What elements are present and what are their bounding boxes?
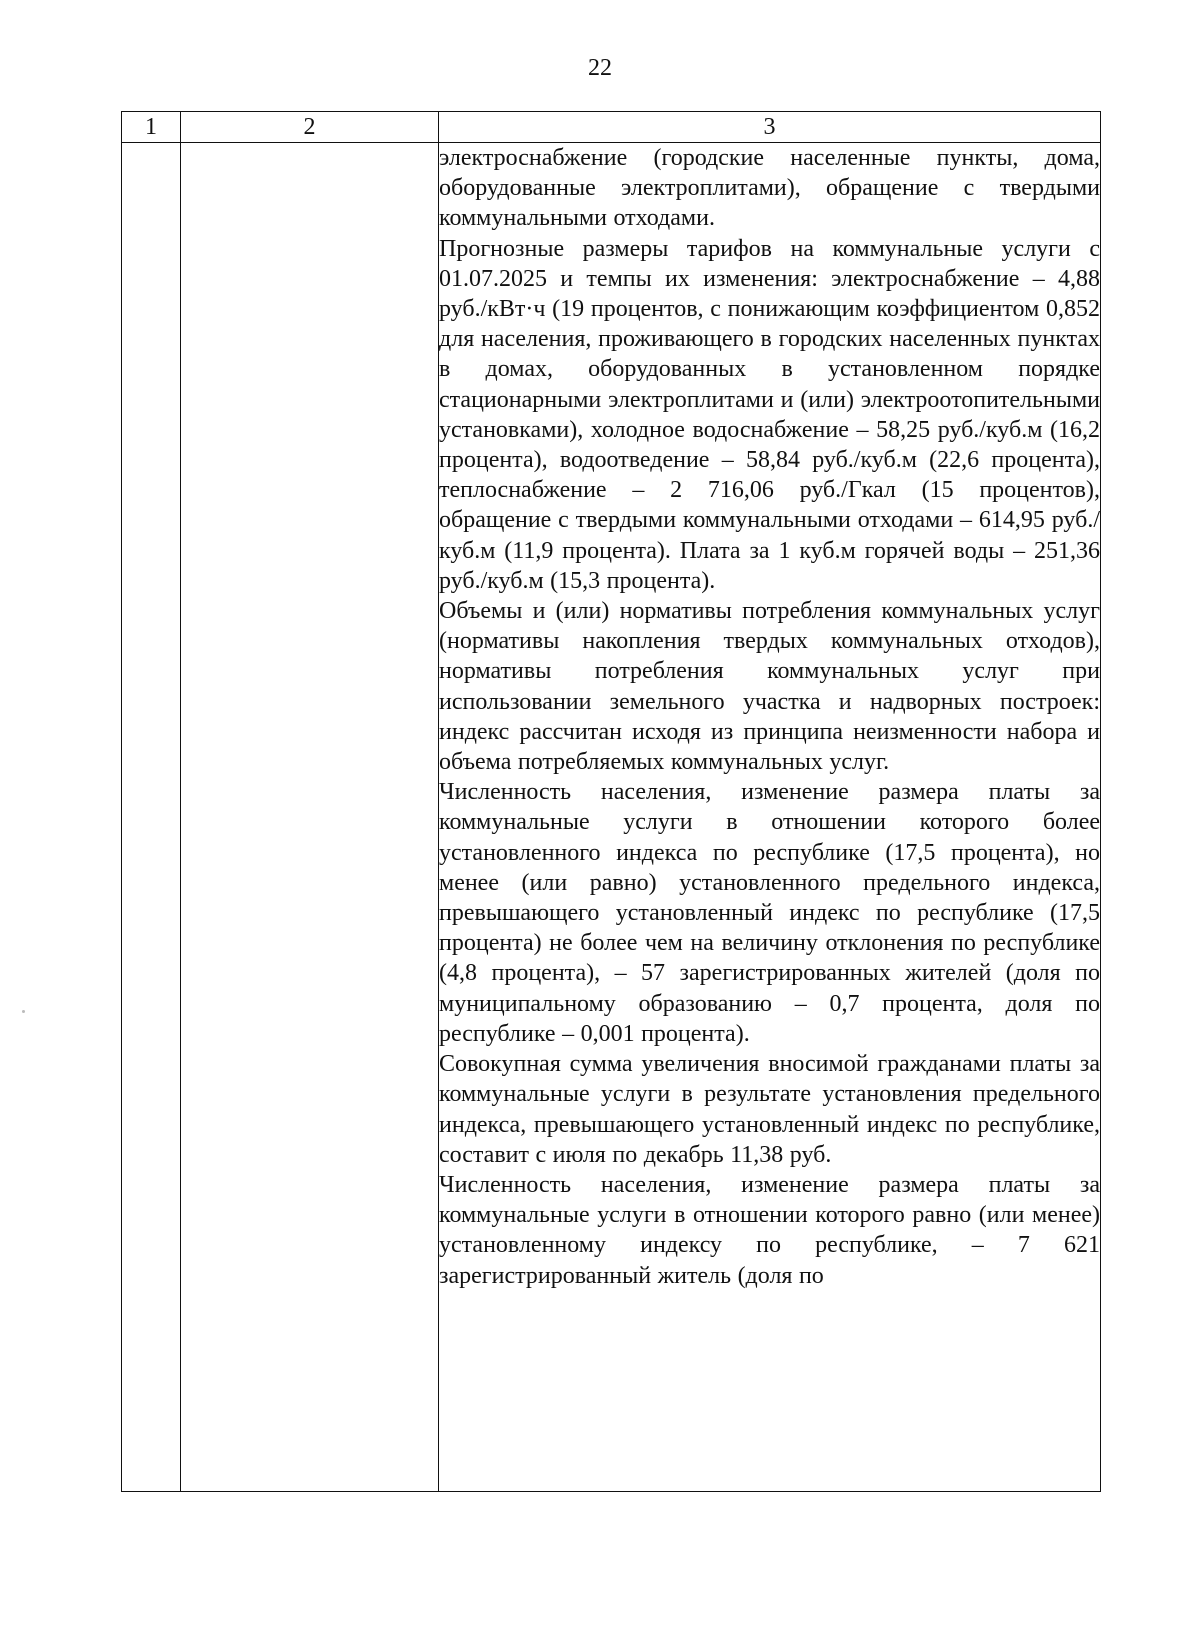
paragraph-tariff-forecast: Прогнозные размеры тарифов на коммунальные услуги с 01.07.2025 и темпы их изменения: электроснабжение – 4,88 руб./кВт·ч (19 процентов, с понижающим коэффициентом 0,852 для населения, проживающего в городских населенных пунктах в домах, оборудованных в установленном порядке стационарными электроплитами и (или) электроотопительными установками), холодное водоснабжение – 58,25 руб./куб.м (16,2 процента), водоотведение – 58,84 руб./куб.м (22,6 процента), теплоснабжение – 2 716,06 руб./Гкал (15 процентов), обращение с твердыми коммунальными отходами – 614,95 руб./куб.м (11,9 процента). Плата за 1 куб.м горячей воды – 251,36 руб./куб.м (15,3 процента). [439, 235, 1100, 594]
page-number: 22 [588, 55, 612, 81]
paragraph-consumption-norms: Объемы и (или) нормативы потребления коммунальных услуг (нормативы накопления твердых коммунальных отходов), нормативы потребления коммунальных услуг при использовании земельного участка и надворных построек: индекс рассчитан исходя из принципа неизменности набора и объема потребляемых коммунальных услуг. [439, 598, 1100, 776]
table-row [122, 143, 1101, 1492]
paragraph-population-within-index: Численность населения, изменение размера платы за коммунальные услуги в отношении которого равно (или менее) установленному индексу по республике, – 7 621 зарегистрированный житель (доля по [439, 1171, 1100, 1289]
paragraph-total-increase: Совокупная сумма увеличения вносимой гражданами платы за коммунальные услуги в результате установления предельного индекса, превышающего установленный индекс по республике, составит с июля по декабрь 11,38 руб. [439, 1051, 1100, 1168]
cell-col-1 [122, 143, 181, 1492]
column-header-2: 2 [181, 112, 439, 143]
paragraph-utilities-list: электроснабжение (городские населенные пункты, дома, оборудованные электроплитами), обращение с твердыми коммунальными отходами. [439, 145, 1100, 232]
document-table [121, 111, 1101, 1492]
paragraph-population-above-index: Численность населения, изменение размера платы за коммунальные услуги в отношении которого более установленного индекса по республике (17,5 процента), но менее (или равно) установленного предельного индекса, превышающего установленный индекс по республике (17,5 процента) не более чем на величину отклонения по республике (4,8 процента), – 57 зарегистрированных жителей (доля по муниципальному образованию – 0,7 процента, доля по республике – 0,001 процента). [439, 779, 1100, 1047]
cell-col-3 [439, 143, 1101, 1492]
column-header-1: 1 [122, 112, 181, 143]
column-header-3: 3 [439, 112, 1101, 143]
table-header-row [122, 112, 1101, 143]
scan-speck [22, 1010, 25, 1013]
cell-col-2 [181, 143, 439, 1492]
